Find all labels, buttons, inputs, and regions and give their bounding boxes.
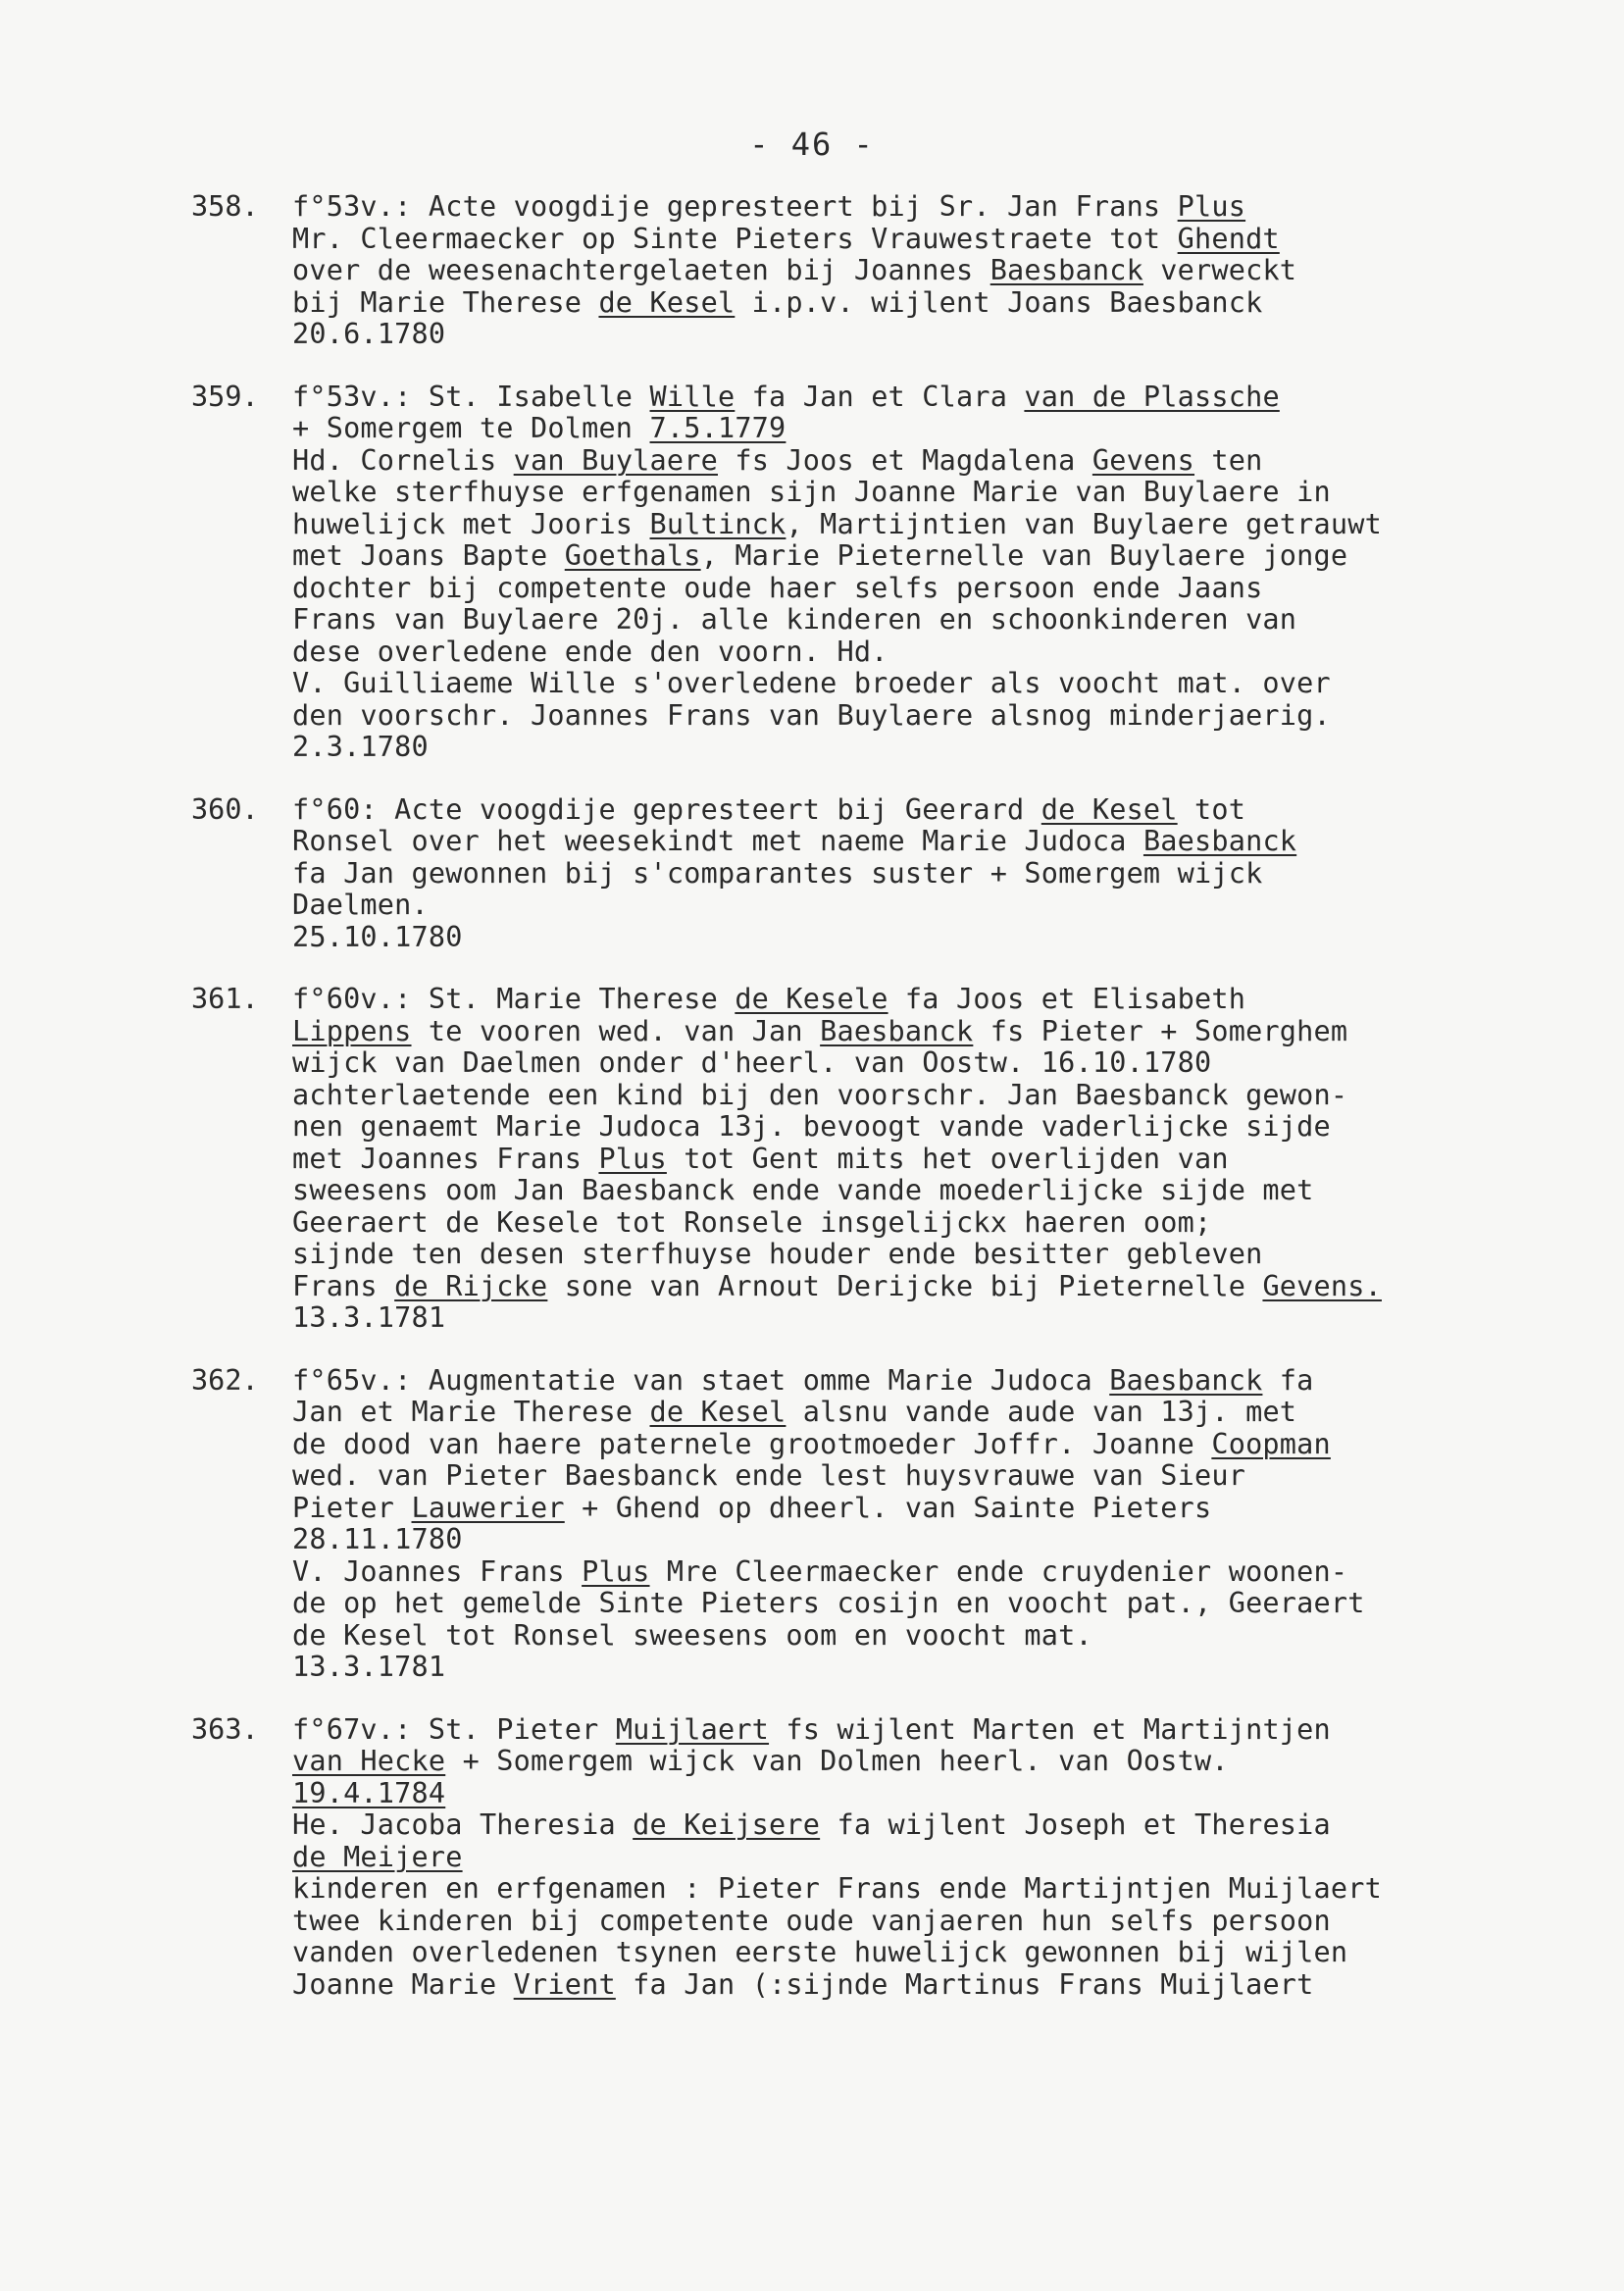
- text-segment: alsnu vande aude van 13j. met: [786, 1396, 1297, 1428]
- text-segment: achterlaetende een kind bij den voorschr. Jan Baesbanck gewon-: [292, 1078, 1348, 1111]
- text-segment: fa Joos et Elisabeth: [888, 983, 1246, 1015]
- entry-line: [292, 1111, 1545, 1144]
- entry-line: [292, 1842, 1545, 1874]
- underlined-name: Baesbanck: [1142, 825, 1297, 857]
- underlined-name: Coopman: [1211, 1427, 1331, 1460]
- text-segment: huwelijck met Jooris: [292, 507, 650, 540]
- text-segment: Daelmen.: [292, 889, 429, 921]
- text-segment: wijck van Daelmen onder d'heerl. van Oostw. 16.10.1780: [292, 1046, 1212, 1079]
- entry-line: [292, 1493, 1545, 1525]
- text-segment: f°65v.: Augmentatie van staet omme Marie Judoca: [292, 1363, 1110, 1397]
- entry-line: [292, 794, 1545, 827]
- text-segment: Geeraert de Kesele tot Ronsele insgelijckx haeren oom;: [292, 1205, 1212, 1239]
- entry-line: [292, 1397, 1545, 1429]
- underlined-name: Gevens: [1091, 443, 1195, 477]
- underlined-name: 19.4.1784: [292, 1776, 446, 1809]
- underlined-name: van de Plassche: [1024, 380, 1280, 413]
- text-segment: nen genaemt Marie Judoca 13j. bevoogt vande vaderlijcke sijde: [292, 1110, 1331, 1143]
- text-segment: He. Jacoba Theresia: [292, 1808, 634, 1841]
- text-segment: te vooren wed. van Jan: [411, 1014, 821, 1047]
- entry: [191, 984, 1545, 1335]
- text-segment: fa Jan gewonnen bij s'comparantes suster + Somergem wijck: [292, 856, 1263, 890]
- underlined-name: van Hecke: [292, 1745, 446, 1777]
- entry-line: [292, 890, 1545, 922]
- text-segment: Frans van Buylaere 20j. alle kinderen en schoonkinderen van: [292, 603, 1297, 636]
- underlined-name: Baesbanck: [820, 1014, 974, 1047]
- text-segment: tot Gent mits het overlijden van: [666, 1142, 1229, 1175]
- text-segment: fa Jan et Clara: [735, 380, 1025, 413]
- underlined-name: de Kesel: [649, 1396, 787, 1428]
- underlined-name: Muijlaert: [615, 1712, 770, 1746]
- entry-line: [292, 604, 1545, 636]
- entry-line: [292, 984, 1545, 1016]
- underlined-name: Baesbanck: [990, 254, 1143, 286]
- text-segment: de Kesel tot Ronsel sweesens oom en voocht mat.: [292, 1618, 1092, 1652]
- underlined-name: Plus: [598, 1142, 667, 1175]
- text-segment: de dood van haere paternele grootmoeder Joffr. Joanne: [292, 1427, 1212, 1460]
- entry-line: [292, 1588, 1545, 1620]
- underlined-name: de Kesele: [735, 983, 888, 1015]
- text-segment: fs wijlent Marten et Martijntjen: [769, 1712, 1331, 1746]
- entry-line: [292, 319, 1545, 351]
- entry: [191, 794, 1545, 954]
- text-segment: , Marie Pieternelle van Buylaere jonge: [700, 539, 1348, 572]
- entry-line: [292, 1809, 1545, 1842]
- underlined-name: de Rijcke: [394, 1269, 548, 1302]
- entry-line: [292, 1271, 1545, 1303]
- entry-line: [292, 191, 1545, 224]
- underlined-name: Lippens: [292, 1014, 412, 1047]
- text-segment: welke sterfhuyse erfgenamen sijn Joanne Marie van Buylaere in: [292, 476, 1331, 508]
- entry-line: [292, 1524, 1545, 1556]
- text-segment: over de weesenachtergelaeten bij Joannes: [292, 254, 990, 286]
- text-segment: Pieter: [292, 1491, 412, 1524]
- text-segment: i.p.v. wijlent Joans Baesbanck: [735, 285, 1263, 319]
- entry-line: [292, 413, 1545, 445]
- text-segment: bij Marie Therese: [292, 285, 599, 319]
- entry-line: [292, 1365, 1545, 1398]
- entry-line: [292, 826, 1545, 858]
- text-segment: vanden overledenen tsynen eerste huwelijck gewonnen bij wijlen: [292, 1936, 1348, 1968]
- underlined-name: Wille: [649, 380, 736, 413]
- underlined-name: de Kesel: [1040, 792, 1178, 826]
- text-segment: ten: [1194, 443, 1263, 477]
- entry-line: [292, 668, 1545, 700]
- text-segment: + Somergem te Dolmen: [292, 412, 650, 444]
- entry-line: [292, 1429, 1545, 1461]
- text-segment: fa: [1262, 1363, 1314, 1397]
- entry-line: [292, 1175, 1545, 1207]
- entry: [191, 1365, 1545, 1684]
- text-segment: fa wijlent Joseph et Theresia: [820, 1808, 1331, 1841]
- entry-line: [292, 1047, 1545, 1080]
- underlined-name: Baesbanck: [1109, 1363, 1263, 1397]
- entry-line: [292, 287, 1545, 320]
- text-segment: den voorschr. Joannes Frans van Buylaere alsnog minderjaerig.: [292, 698, 1331, 732]
- text-segment: , Martijntien van Buylaere getrauwt: [786, 507, 1382, 540]
- underlined-name: Ghendt: [1177, 222, 1280, 255]
- text-segment: Ronsel over het weesekindt met naeme Marie Judoca: [292, 825, 1143, 857]
- entry-line: [292, 1016, 1545, 1048]
- underlined-name: de Meijere: [292, 1840, 463, 1873]
- entry-line: [292, 382, 1545, 414]
- text-segment: de op het gemelde Sinte Pieters cosijn en voocht pat., Geeraert: [292, 1587, 1365, 1619]
- text-segment: 13.3.1781: [292, 1301, 446, 1334]
- entry: [191, 382, 1545, 764]
- entry-line: [292, 1746, 1545, 1778]
- entry-number: 359.: [191, 380, 259, 413]
- text-segment: met Joannes Frans: [292, 1142, 599, 1175]
- entry: [191, 191, 1545, 351]
- text-segment: Hd. Cornelis: [292, 443, 514, 477]
- entry-line: [292, 1873, 1545, 1906]
- entry-line: [292, 224, 1545, 256]
- entry-line: [292, 573, 1545, 605]
- text-segment: + Somergem wijck van Dolmen heerl. van Oostw.: [445, 1745, 1229, 1777]
- text-segment: wed. van Pieter Baesbanck ende lest huysvrauwe van Sieur: [292, 1459, 1246, 1492]
- underlined-name: Bultinck: [649, 507, 787, 540]
- entry-line: [292, 540, 1545, 573]
- entry-number: 358.: [191, 190, 259, 223]
- text-segment: dochter bij competente oude haer selfs persoon ende Jaans: [292, 571, 1263, 604]
- text-segment: Mr. Cleermaecker op Sinte Pieters Vrauwestraete tot: [292, 222, 1178, 255]
- underlined-name: de Kesel: [598, 285, 736, 319]
- entry-line: [292, 509, 1545, 541]
- text-segment: dese overledene ende den voorn. Hd.: [292, 635, 888, 668]
- entry-line: [292, 1556, 1545, 1589]
- entry-line: [292, 445, 1545, 478]
- text-segment: twee kinderen bij competente oude vanjaeren hun selfs persoon: [292, 1904, 1331, 1937]
- page-number: - 46 -: [749, 126, 875, 163]
- underlined-name: Vrient: [513, 1967, 616, 2001]
- underlined-name: Lauwerier: [411, 1491, 565, 1524]
- entry-line: [292, 1969, 1545, 2002]
- entries-list: [191, 191, 1545, 2031]
- entry-number: 363.: [191, 1712, 259, 1746]
- entry-line: [292, 1144, 1545, 1176]
- entry-line: [292, 922, 1545, 954]
- entry-number: 361.: [191, 983, 259, 1015]
- entry-line: [292, 1620, 1545, 1653]
- text-segment: 28.11.1780: [292, 1523, 463, 1555]
- entry-line: [292, 255, 1545, 287]
- entry-line: [292, 636, 1545, 669]
- underlined-name: Gevens.: [1262, 1269, 1382, 1302]
- text-segment: fs Joos et Magdalena: [717, 443, 1092, 477]
- text-segment: f°53v.: St. Isabelle: [292, 380, 650, 413]
- text-segment: Jan et Marie Therese: [292, 1396, 650, 1428]
- entry-number: 362.: [191, 1363, 259, 1397]
- text-segment: f°53v.: Acte voogdije gepresteert bij Sr. Jan Frans: [292, 190, 1178, 223]
- text-segment: met Joans Bapte: [292, 539, 565, 572]
- entry-line: [292, 1207, 1545, 1240]
- entry-line: [292, 1460, 1545, 1493]
- text-segment: sweesens oom Jan Baesbanck ende vande moederlijcke sijde met: [292, 1174, 1314, 1206]
- underlined-name: van Buylaere: [513, 443, 718, 477]
- underlined-name: Goethals: [564, 539, 701, 572]
- text-segment: verweckt: [1142, 254, 1297, 286]
- text-segment: kinderen en erfgenamen : Pieter Frans ende Martijntjen Muijlaert: [292, 1872, 1382, 1905]
- text-segment: + Ghend op dheerl. van Sainte Pieters: [564, 1491, 1212, 1524]
- text-segment: tot: [1177, 792, 1246, 826]
- text-segment: Mre Cleermaecker ende cruydenier woonen-: [649, 1554, 1348, 1588]
- text-segment: V. Joannes Frans: [292, 1554, 583, 1588]
- underlined-name: Plus: [1177, 190, 1246, 223]
- entry-line: [292, 1778, 1545, 1810]
- entry-line: [292, 1906, 1545, 1938]
- text-segment: sijnde ten desen sterfhuyse houder ende besitter gebleven: [292, 1238, 1263, 1270]
- entry-number: 360.: [191, 792, 259, 826]
- entry-line: [292, 477, 1545, 509]
- text-segment: V. Guilliaeme Wille s'overledene broeder als voocht mat. over: [292, 667, 1331, 699]
- underlined-name: Plus: [582, 1554, 650, 1588]
- text-segment: 20.6.1780: [292, 318, 446, 350]
- text-segment: fs Pieter + Somerghem: [973, 1014, 1348, 1047]
- underlined-name: de Keijsere: [633, 1808, 821, 1841]
- entry-line: [292, 1714, 1545, 1747]
- entry-line: [292, 1302, 1545, 1335]
- entry-line: [292, 858, 1545, 891]
- text-segment: sone van Arnout Derijcke bij Pieternelle: [547, 1269, 1263, 1302]
- entry-line: [292, 1239, 1545, 1271]
- text-segment: Frans: [292, 1269, 395, 1302]
- entry: [191, 1714, 1545, 2002]
- text-segment: 13.3.1781: [292, 1651, 446, 1683]
- entry-line: [292, 732, 1545, 764]
- text-segment: f°60v.: St. Marie Therese: [292, 983, 736, 1015]
- text-segment: 2.3.1780: [292, 731, 429, 763]
- underlined-name: 7.5.1779: [649, 412, 787, 444]
- text-segment: 25.10.1780: [292, 920, 463, 953]
- text-segment: Joanne Marie: [292, 1967, 514, 2001]
- entry-line: [292, 1937, 1545, 1969]
- text-segment: f°67v.: St. Pieter: [292, 1712, 616, 1746]
- entry-line: [292, 1080, 1545, 1112]
- entry-line: [292, 700, 1545, 733]
- text-segment: fa Jan (:sijnde Martinus Frans Muijlaert: [615, 1967, 1314, 2001]
- text-segment: f°60: Acte voogdije gepresteert bij Geerard: [292, 792, 1041, 826]
- entry-line: [292, 1652, 1545, 1684]
